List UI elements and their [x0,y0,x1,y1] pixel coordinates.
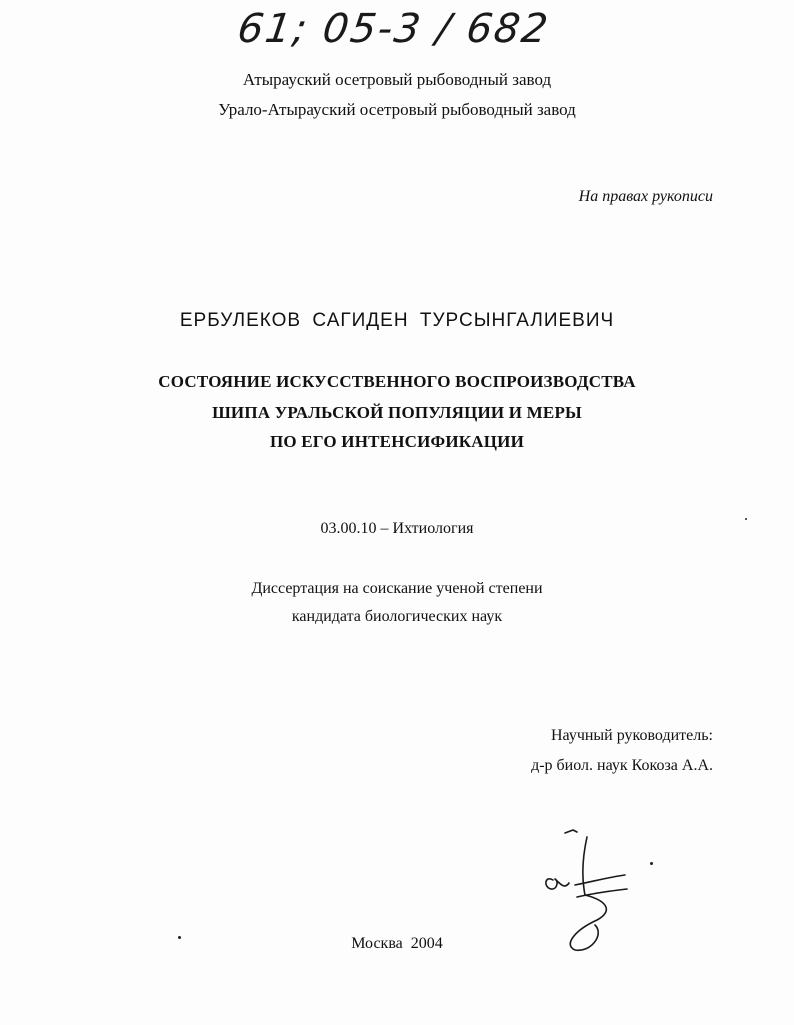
advisor-name: д-р биол. наук Кокоза А.А. [531,757,713,774]
dissertation-title-line-2: ШИПА УРАЛЬСКОЙ ПОПУЛЯЦИИ И МЕРЫ [212,403,582,422]
organization-name-primary: Атырауский осетровый рыбоводный завод [242,70,552,89]
dissertation-title-line-1: СОСТОЯНИЕ ИСКУССТВЕННОГО ВОСПРОИЗВОДСТВА [158,372,636,391]
degree-line-1: Диссертация на соискание ученой степени [251,580,543,597]
author-name: ЕРБУЛЕКОВ САГИДЕН ТУРСЫНГАЛИЕВИЧ [179,310,615,331]
city-and-year: Москва 2004 [351,935,443,952]
scan-speck [650,862,653,865]
advisor-label: Научный руководитель: [550,727,713,744]
degree-line-2: кандидата биологических наук [291,608,503,625]
handwritten-catalog-code: 61; 05-3 / 682 [234,6,553,52]
manuscript-rights-note: На правах рукописи [578,188,713,205]
specialty-code: 03.00.10 – Ихтиология [320,520,474,537]
organization-name-secondary: Урало-Атырауский осетровый рыбоводный завод [218,100,576,119]
scan-speck [745,518,747,520]
dissertation-title-line-3: ПО ЕГО ИНТЕНСИФИКАЦИИ [269,432,525,451]
